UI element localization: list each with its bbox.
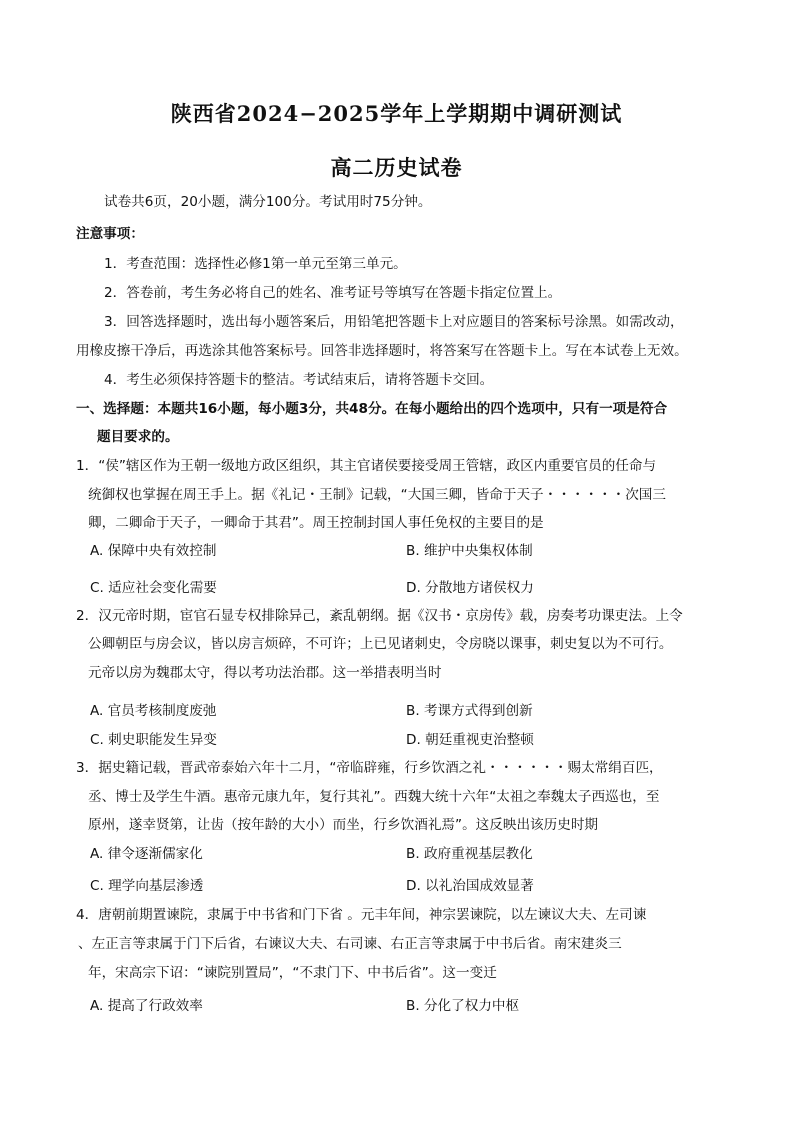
question-text: 统御权也掌握在周王手上。据《礼记・王制》记载，“大国三卿，皆命于天子・・・・・・次国三	[88, 487, 666, 503]
option-b: B. 考课方式得到创新	[406, 703, 533, 719]
option-c: C. 刺史职能发生异变	[90, 732, 217, 748]
option-d: D. 朝廷重视吏治整顿	[406, 732, 534, 748]
question-text: 公卿朝臣与房会议，皆以房言烦碎，不可许；上已见诸刺史，令房晓以课事，刺史复以为不可行。	[88, 636, 673, 652]
question-text: 2．汉元帝时期，宦官石显专权排除异己，紊乱朝纲。据《汉书・京房传》载，房奏考功课吏法。上令	[76, 608, 683, 624]
page-subtitle: 高二历史试卷	[330, 155, 463, 180]
notice-item: 4．考生必须保持答题卡的整洁。考试结束后，请将答题卡交回。	[104, 372, 494, 388]
option-b: B. 维护中央集权体制	[406, 543, 533, 559]
exam-intro: 试卷共6页，20小题，满分100分。考试用时75分钟。	[104, 194, 432, 210]
option-d: D. 以礼治国成效显著	[406, 878, 534, 894]
notice-item: 用橡皮擦干净后，再选涂其他答案标号。回答非选择题时，将答案写在答题卡上。写在本试卷上无效。	[76, 343, 688, 359]
option-b: B. 分化了权力中枢	[406, 998, 520, 1014]
option-d: D. 分散地方诸侯权力	[406, 580, 534, 596]
question-text: 、左正言等隶属于门下后省，右谏议大夫、右司谏、右正言等隶属于中书后省。南宋建炎三	[78, 936, 622, 952]
question-text: 年，宋高宗下诏：“谏院别置局”，“不隶门下、中书后省”。这一变迁	[88, 965, 497, 981]
question-text: 卿，二卿命于天子，一卿命于其君”。周王控制封国人事任免权的主要目的是	[88, 515, 544, 531]
page-title: 陕西省2024−2025学年上学期期中调研测试	[170, 101, 623, 126]
section-heading: 一、选择题：本题共16小题，每小题3分，共48分。在每小题给出的四个选项中，只有一项是符合	[76, 401, 668, 417]
question-text: 丞、博士及学生牛酒。惠帝元康九年，复行其礼”。西魏大统十六年“太祖之奉魏太子西巡也，至	[88, 789, 660, 805]
option-a: A. 保障中央有效控制	[90, 543, 217, 559]
option-a: A. 官员考核制度废弛	[90, 703, 217, 719]
question-text: 1．“侯”辖区作为王朝一级地方政区组织，其主官诸侯要接受周王管辖，政区内重要官员的任命与	[76, 458, 657, 474]
notice-item: 1．考查范围：选择性必修1第一单元至第三单元。	[104, 256, 407, 272]
question-text: 元帝以房为魏郡太守，得以考功法治郡。这一举措表明当时	[88, 665, 442, 681]
option-a: A. 律令逐渐儒家化	[90, 846, 203, 862]
option-a: A. 提高了行政效率	[90, 998, 203, 1014]
question-text: 原州，遂幸贤第，让齿（按年龄的大小）而坐，行乡饮酒礼焉”。这反映出该历史时期	[88, 817, 599, 833]
question-text: 3．据史籍记载，晋武帝泰始六年十二月，“帝临辟雍，行乡饮酒之礼・・・・・・赐太常绢百匹，	[76, 760, 663, 776]
notice-item: 2．答卷前，考生务必将自己的姓名、准考证号等填写在答题卡指定位置上。	[104, 285, 562, 301]
notice-heading: 注意事项：	[76, 226, 144, 242]
option-b: B. 政府重视基层教化	[406, 846, 533, 862]
option-c: C. 适应社会变化需要	[90, 580, 217, 596]
section-heading-cont: 题目要求的。	[97, 429, 179, 445]
option-c: C. 理学向基层渗透	[90, 878, 204, 894]
notice-item: 3．回答选择题时，选出每小题答案后，用铅笔把答题卡上对应题目的答案标号涂黑。如需改动，	[104, 314, 684, 330]
question-text: 4．唐朝前期置谏院，隶属于中书省和门下省 。元丰年间，神宗罢谏院，以左谏议大夫、左司谏	[76, 907, 647, 923]
